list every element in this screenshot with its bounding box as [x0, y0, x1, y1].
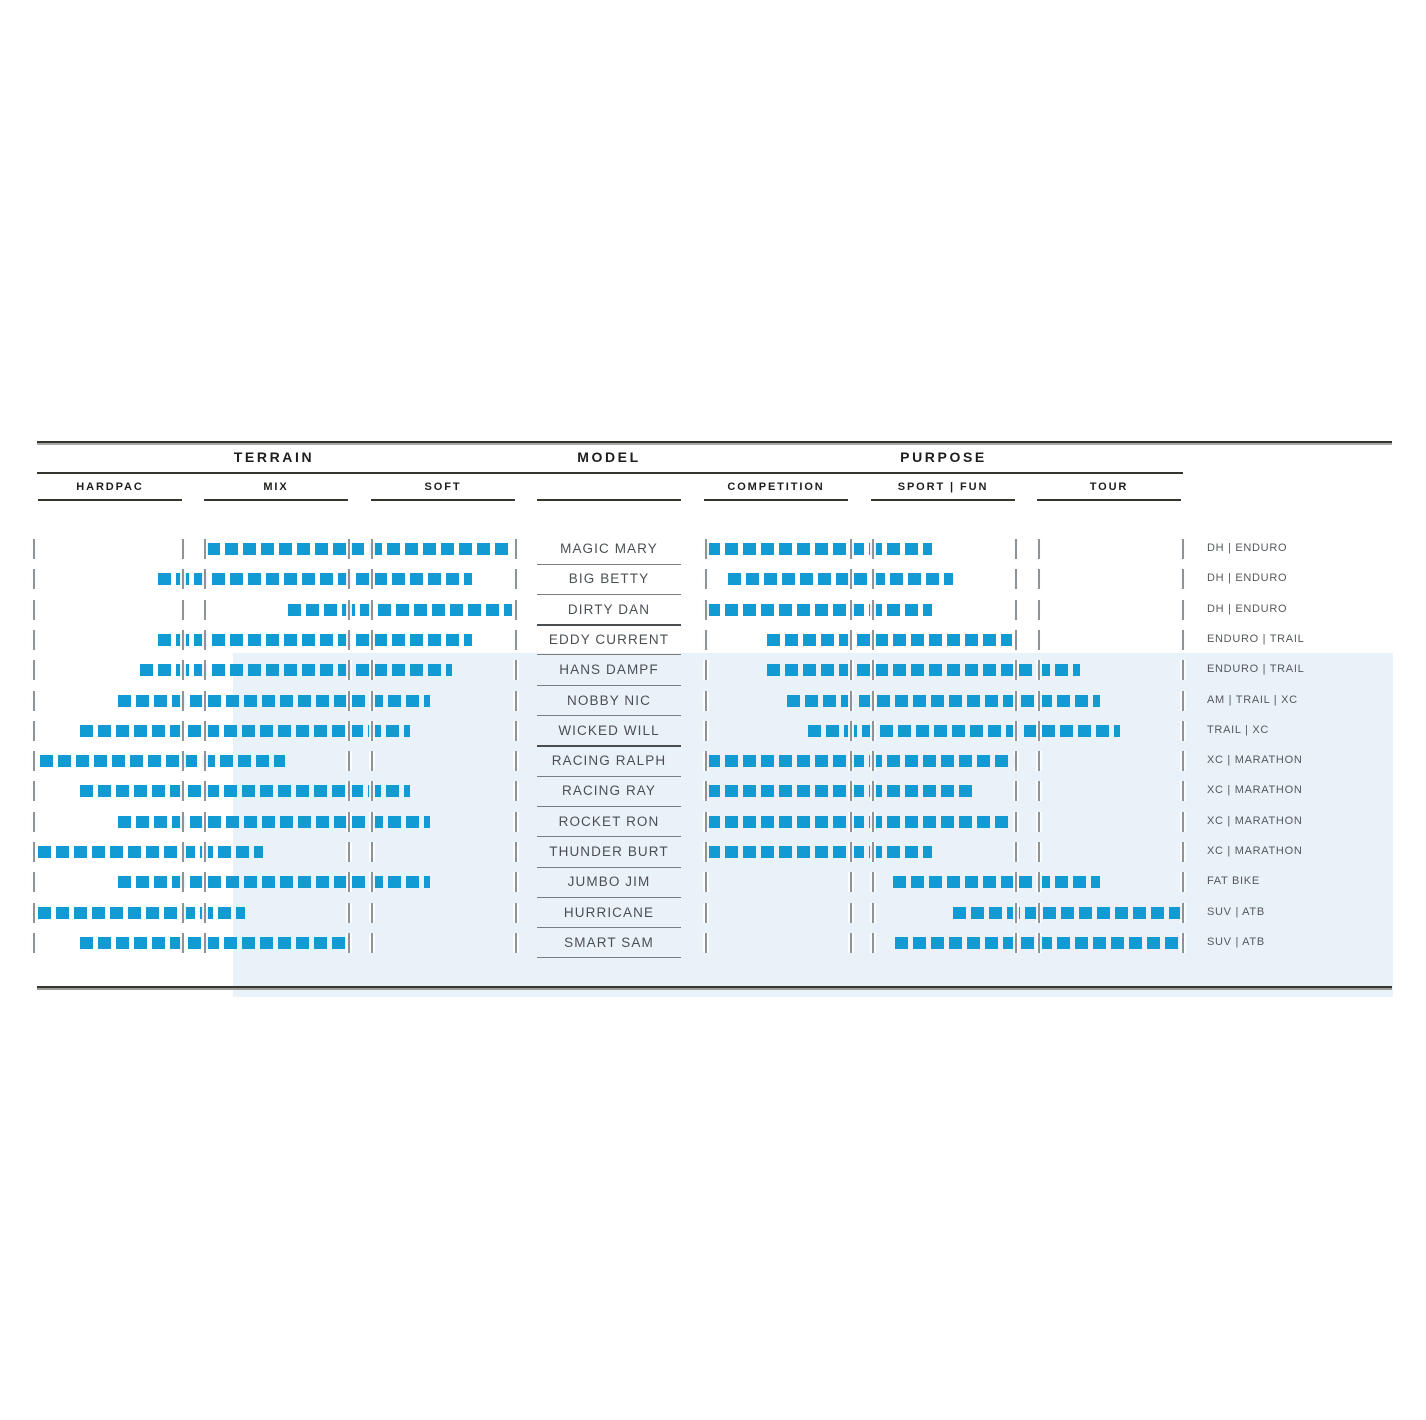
column-header-tour: TOUR	[1089, 481, 1129, 493]
row-separator	[537, 867, 681, 868]
column-tick	[371, 539, 373, 559]
column-tick	[850, 630, 852, 650]
column-tick	[204, 569, 206, 589]
terrain-range-bar	[207, 543, 512, 555]
model-label: WICKED WILL	[558, 722, 660, 738]
column-tick	[515, 933, 517, 953]
column-tick	[348, 872, 350, 892]
purpose-range-bar	[767, 664, 1080, 676]
column-tick	[705, 721, 707, 741]
row-separator	[537, 715, 681, 716]
column-tick	[204, 751, 206, 771]
purpose-range-bar	[707, 755, 1015, 767]
purpose-range-bar	[707, 816, 1013, 828]
use-label: XC | MARATHON	[1207, 784, 1303, 797]
underline-sport-fun	[871, 499, 1015, 501]
column-tick	[1038, 872, 1040, 892]
column-tick	[1038, 933, 1040, 953]
column-tick	[1015, 781, 1017, 801]
row-separator	[537, 654, 681, 655]
column-tick	[33, 569, 35, 589]
column-tick	[182, 721, 184, 741]
column-tick	[182, 751, 184, 771]
column-header-soft: SOFT	[424, 481, 462, 493]
row-separator	[537, 745, 681, 747]
column-tick	[371, 691, 373, 711]
column-tick	[1015, 691, 1017, 711]
column-tick	[515, 691, 517, 711]
purpose-range-bar	[893, 876, 1100, 888]
model-label: NOBBY NIC	[567, 692, 651, 708]
column-tick	[1038, 539, 1040, 559]
column-tick	[850, 751, 852, 771]
model-label: SMART SAM	[564, 934, 654, 950]
column-tick	[1015, 872, 1017, 892]
column-tick	[371, 600, 373, 620]
terrain-range-bar	[38, 846, 263, 858]
column-tick	[33, 812, 35, 832]
model-label: RACING RALPH	[551, 753, 667, 769]
column-tick	[204, 781, 206, 801]
column-tick	[1038, 781, 1040, 801]
model-label: RACING RAY	[561, 783, 656, 799]
terrain-range-bar	[80, 785, 410, 797]
column-header-sport-fun: SPORT | FUN	[897, 481, 989, 493]
column-tick	[705, 691, 707, 711]
column-tick	[515, 630, 517, 650]
underline-soft	[371, 499, 515, 501]
column-tick	[204, 903, 206, 923]
column-tick	[515, 721, 517, 741]
purpose-range-bar	[707, 543, 932, 555]
column-tick	[872, 903, 874, 923]
column-tick	[705, 842, 707, 862]
column-tick	[1015, 721, 1017, 741]
column-tick	[371, 812, 373, 832]
column-tick	[348, 660, 350, 680]
model-section-title: MODEL	[577, 449, 641, 465]
column-tick	[182, 872, 184, 892]
column-tick	[33, 872, 35, 892]
column-header-mix: MIX	[263, 481, 289, 493]
column-tick	[515, 660, 517, 680]
column-tick	[850, 842, 852, 862]
column-tick	[515, 781, 517, 801]
column-tick	[515, 812, 517, 832]
underline-tour	[1037, 499, 1181, 501]
column-tick	[204, 812, 206, 832]
column-tick	[204, 600, 206, 620]
use-label: SUV | ATB	[1207, 905, 1265, 918]
terrain-section-title: TERRAIN	[233, 449, 315, 465]
column-tick	[204, 691, 206, 711]
use-label: XC | MARATHON	[1207, 814, 1303, 827]
header-rule	[37, 472, 1183, 474]
model-label: MAGIC MARY	[560, 541, 658, 556]
column-tick	[1182, 600, 1184, 620]
column-tick	[1182, 781, 1184, 801]
column-tick	[1038, 600, 1040, 620]
column-tick	[371, 630, 373, 650]
column-tick	[1015, 660, 1017, 680]
column-tick	[348, 600, 350, 620]
column-tick	[872, 539, 874, 559]
column-tick	[1015, 933, 1017, 953]
column-tick	[515, 751, 517, 771]
purpose-range-bar	[707, 846, 932, 858]
column-tick	[872, 721, 874, 741]
column-tick	[204, 721, 206, 741]
column-tick	[33, 691, 35, 711]
use-label: SUV | ATB	[1207, 935, 1265, 948]
column-tick	[371, 933, 373, 953]
column-tick	[348, 933, 350, 953]
column-tick	[1182, 569, 1184, 589]
model-label: DIRTY DAN	[567, 601, 651, 617]
column-tick	[850, 721, 852, 741]
terrain-range-bar	[80, 725, 410, 737]
top-rule	[37, 441, 1392, 443]
column-tick	[1038, 903, 1040, 923]
column-tick	[33, 933, 35, 953]
column-tick	[33, 903, 35, 923]
column-tick	[850, 933, 852, 953]
column-tick	[872, 781, 874, 801]
row-separator	[537, 685, 681, 686]
model-label: JUMBO JIM	[567, 874, 651, 890]
column-tick	[204, 872, 206, 892]
column-tick	[872, 691, 874, 711]
column-tick	[1182, 812, 1184, 832]
column-tick	[1038, 751, 1040, 771]
column-tick	[348, 569, 350, 589]
column-tick	[33, 600, 35, 620]
column-tick	[33, 842, 35, 862]
column-tick	[33, 751, 35, 771]
column-tick	[1038, 630, 1040, 650]
column-tick	[33, 539, 35, 559]
use-label: XC | MARATHON	[1207, 845, 1303, 857]
column-tick	[348, 812, 350, 832]
column-tick	[1182, 539, 1184, 559]
use-label: DH | ENDURO	[1207, 572, 1288, 585]
use-label: XC | MARATHON	[1207, 754, 1303, 767]
column-tick	[850, 872, 852, 892]
column-header-competition: COMPETITION	[727, 481, 825, 493]
column-tick	[1038, 721, 1040, 741]
terrain-range-bar	[288, 604, 512, 616]
column-tick	[515, 600, 517, 620]
model-label: HANS DAMPF	[559, 662, 659, 678]
column-tick	[1015, 600, 1017, 620]
column-tick	[705, 933, 707, 953]
purpose-range-bar	[728, 573, 953, 585]
column-tick	[1015, 842, 1017, 862]
column-tick	[182, 539, 184, 559]
column-tick	[1182, 842, 1184, 862]
column-tick	[371, 569, 373, 589]
terrain-range-bar	[40, 755, 285, 767]
column-tick	[371, 872, 373, 892]
column-tick	[705, 812, 707, 832]
row-separator	[537, 927, 681, 928]
column-tick	[515, 903, 517, 923]
underline-competition	[704, 499, 848, 501]
column-tick	[204, 842, 206, 862]
column-tick	[705, 600, 707, 620]
column-tick	[371, 903, 373, 923]
column-tick	[182, 691, 184, 711]
column-tick	[1038, 660, 1040, 680]
column-tick	[1015, 539, 1017, 559]
column-tick	[705, 569, 707, 589]
model-label: EDDY CURRENT	[548, 631, 670, 647]
model-label: HURRICANE	[563, 904, 655, 920]
use-label: DH | ENDURO	[1207, 542, 1288, 554]
column-tick	[204, 660, 206, 680]
column-tick	[850, 660, 852, 680]
column-tick	[850, 539, 852, 559]
column-tick	[182, 933, 184, 953]
terrain-range-bar	[38, 907, 245, 919]
column-tick	[515, 569, 517, 589]
column-tick	[850, 903, 852, 923]
column-tick	[872, 600, 874, 620]
column-tick	[1015, 630, 1017, 650]
column-tick	[705, 751, 707, 771]
column-tick	[1038, 569, 1040, 589]
column-tick	[371, 660, 373, 680]
column-tick	[515, 872, 517, 892]
column-tick	[705, 660, 707, 680]
use-label: AM | TRAIL | XC	[1207, 693, 1298, 706]
column-tick	[1182, 721, 1184, 741]
column-tick	[182, 600, 184, 620]
purpose-range-bar	[953, 907, 1182, 919]
column-tick	[850, 691, 852, 711]
underline-model	[537, 499, 681, 501]
purpose-range-bar	[787, 695, 1100, 707]
column-tick	[348, 903, 350, 923]
column-tick	[872, 842, 874, 862]
column-tick	[371, 721, 373, 741]
use-label: ENDURO | TRAIL	[1207, 663, 1305, 676]
column-tick	[33, 721, 35, 741]
purpose-range-bar	[767, 634, 1012, 646]
column-tick	[1015, 751, 1017, 771]
row-separator	[537, 806, 681, 807]
column-tick	[371, 842, 373, 862]
use-label: TRAIL | XC	[1207, 723, 1270, 736]
row-separator	[537, 836, 681, 837]
column-tick	[1182, 872, 1184, 892]
column-tick	[515, 539, 517, 559]
column-tick	[204, 539, 206, 559]
row-separator	[537, 594, 681, 595]
column-tick	[872, 630, 874, 650]
column-tick	[872, 569, 874, 589]
column-tick	[872, 751, 874, 771]
model-label: ROCKET RON	[558, 813, 660, 829]
column-tick	[182, 630, 184, 650]
column-tick	[348, 630, 350, 650]
column-tick	[1038, 812, 1040, 832]
column-tick	[33, 781, 35, 801]
column-tick	[182, 660, 184, 680]
use-label: DH | ENDURO	[1207, 602, 1288, 615]
column-tick	[371, 751, 373, 771]
terrain-range-bar	[118, 816, 430, 828]
column-tick	[850, 812, 852, 832]
column-tick	[705, 630, 707, 650]
terrain-range-bar	[80, 937, 347, 949]
purpose-range-bar	[707, 785, 972, 797]
column-tick	[348, 691, 350, 711]
column-tick	[850, 569, 852, 589]
column-tick	[1182, 933, 1184, 953]
column-tick	[872, 812, 874, 832]
model-label: THUNDER BURT	[549, 844, 669, 859]
column-tick	[705, 903, 707, 923]
column-tick	[182, 903, 184, 923]
column-header-hardpac: HARDPAC	[76, 481, 144, 493]
column-tick	[705, 539, 707, 559]
underline-hardpac	[38, 499, 182, 501]
terrain-range-bar	[118, 695, 430, 707]
column-tick	[348, 539, 350, 559]
purpose-range-bar	[808, 725, 1120, 737]
bottom-rule	[37, 986, 1392, 988]
column-tick	[348, 842, 350, 862]
column-tick	[1015, 569, 1017, 589]
column-tick	[371, 781, 373, 801]
column-tick	[1038, 691, 1040, 711]
row-separator	[537, 897, 681, 898]
column-tick	[33, 660, 35, 680]
column-tick	[1182, 630, 1184, 650]
column-tick	[182, 812, 184, 832]
model-label: BIG BETTY	[568, 571, 650, 587]
purpose-range-bar	[707, 604, 932, 616]
row-separator	[537, 776, 681, 777]
column-tick	[705, 872, 707, 892]
use-label: FAT BIKE	[1207, 875, 1260, 888]
row-separator	[537, 624, 681, 626]
column-tick	[182, 781, 184, 801]
use-label: ENDURO | TRAIL	[1207, 632, 1305, 645]
column-tick	[204, 933, 206, 953]
column-tick	[872, 660, 874, 680]
terrain-range-bar	[118, 876, 430, 888]
column-tick	[1182, 660, 1184, 680]
underline-mix	[204, 499, 348, 501]
column-tick	[1182, 691, 1184, 711]
column-tick	[1015, 903, 1017, 923]
column-tick	[1015, 812, 1017, 832]
column-tick	[348, 751, 350, 771]
column-tick	[182, 569, 184, 589]
row-separator	[537, 564, 681, 565]
column-tick	[872, 933, 874, 953]
column-tick	[872, 872, 874, 892]
row-separator	[537, 957, 681, 958]
column-tick	[1038, 842, 1040, 862]
terrain-range-bar	[140, 664, 452, 676]
column-tick	[33, 630, 35, 650]
column-tick	[1182, 903, 1184, 923]
column-tick	[204, 630, 206, 650]
column-tick	[182, 842, 184, 862]
purpose-section-title: PURPOSE	[900, 449, 987, 465]
column-tick	[515, 842, 517, 862]
column-tick	[705, 781, 707, 801]
column-tick	[348, 721, 350, 741]
column-tick	[1182, 751, 1184, 771]
column-tick	[850, 781, 852, 801]
column-tick	[348, 781, 350, 801]
column-tick	[850, 600, 852, 620]
